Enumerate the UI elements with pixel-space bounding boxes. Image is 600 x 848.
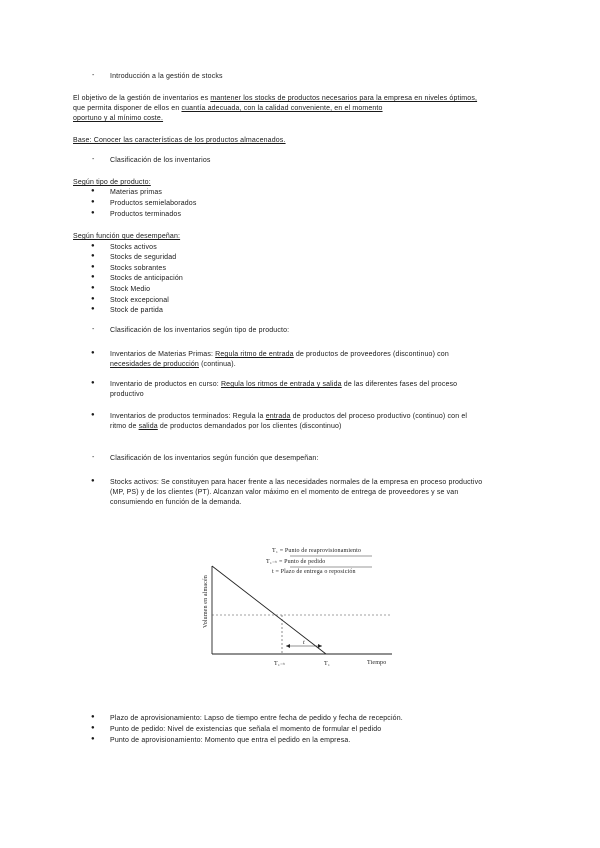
inv-underlined: necesidades de producción [110,361,199,368]
dash-marker: - [92,326,95,333]
y-axis-label: Volumen en almacén [203,575,209,628]
tick-reorder-point: T₁ [324,661,331,667]
inv-text: de las diferentes fases del proceso [341,381,458,388]
bullet-icon: ● [91,264,95,270]
stocks-activos-line-1: Stocks activos: Se constituyen para hacer frente a las necesidades normales de la empresa en proceso productivo [110,479,483,486]
inv-underlined: Regula ritmo de entrada [215,351,294,358]
legend-reorder: T₁ = Punto de reaprovisionamiento [272,548,362,554]
objective-line-3: oportuno y al mínimo coste. [73,115,164,122]
list-item: Stocks de anticipación [110,275,183,282]
bullet-icon: ● [91,736,95,742]
objective-line-1 [73,94,477,103]
list-item: Stock de partida [110,307,163,314]
inventory-diagram [200,536,410,676]
bullet-icon: ● [91,243,95,249]
definition-item: Punto de aprovisionamiento: Momento que entra el pedido en la empresa. [110,737,351,744]
objective-text: que permita disponer de ellos en [73,105,182,112]
dash-marker: - [92,454,95,461]
inv-text: de productos demandados por los clientes (discontinuo) [157,423,342,430]
definition-item: Punto de pedido: Nivel de existencias que señala el momento de formular el pedido [110,726,382,733]
inv-pt-line-2 [110,422,342,431]
bullet-icon: ● [91,199,95,205]
arrow-left-icon [286,644,290,648]
list-item: Stocks de seguridad [110,254,177,261]
x-axis-label: Tiempo [367,660,387,666]
bullet-icon: ● [91,380,95,386]
tick-order-point: T₁₋ₜ [274,661,286,667]
list-item: Materias primas [110,189,163,196]
definition-item: Plazo de aprovisionamiento: Lapso de tiempo entre fecha de pedido y fecha de recepción. [110,715,403,722]
list-item: Stocks sobrantes [110,265,167,272]
objective-line-2 [73,104,383,113]
class-function-title: Clasificación de los inventarios según función que desempeñan: [110,455,319,462]
list-item: Productos semielaborados [110,200,197,207]
class-product-title: Clasificación de los inventarios según tipo de producto: [110,327,290,334]
bullet-icon: ● [91,210,95,216]
bullet-icon: ● [91,306,95,312]
inv-underlined: salida [138,423,158,430]
bullet-icon: ● [91,188,95,194]
bullet-icon: ● [91,714,95,720]
bullet-icon: ● [91,285,95,291]
inv-curso-line-2: productivo [110,391,144,398]
list-item: Stock excepcional [110,297,169,304]
list-item: Stocks activos [110,244,157,251]
stock-depletion-line [212,566,326,654]
inv-mp-line-2 [110,360,236,369]
inv-text: Inventario de productos en curso: [110,381,221,388]
stocks-activos-line-2: (MP, PS) y de los clientes (PT). Alcanzan valor máximo en el momento de entrega de proveedores y se van [110,489,459,496]
stocks-activos-line-3: consumiendo en función de la demanda. [110,499,242,506]
bullet-icon: ● [91,274,95,280]
inv-text: ritmo de [110,423,139,430]
inv-text: Inventarios de productos terminados: Regula la [110,413,266,420]
inv-curso-line-1 [110,380,457,389]
lead-time-label: t [303,640,305,646]
bullet-icon: ● [91,350,95,356]
inv-text: de productos del proceso productivo (continuo) con el [290,413,468,420]
by-product-heading: Según tipo de producto: [73,179,151,186]
by-function-heading: Según función que desempeñan: [73,233,181,240]
legend-lead-time: t = Plazo de entrega o reposición [272,569,356,575]
objective-underlined: cuantía adecuada, con la calidad conveniente, en el momento [181,105,383,112]
bullet-icon: ● [91,296,95,302]
base-statement: Base: Conocer las características de los productos almacenados. [73,137,286,144]
inv-mp-line-1 [110,350,449,359]
inv-underlined: Regula los ritmos de entrada y salida [220,381,342,388]
objective-text: El objetivo de la gestión de inventarios es [73,95,211,102]
inv-underlined: entrada [265,413,291,420]
section-intro-title: Introducción a la gestión de stocks [110,73,223,80]
bullet-icon: ● [91,478,95,484]
inv-text: Inventarios de Materias Primas: [110,351,216,358]
bullet-icon: ● [91,725,95,731]
list-item: Stock Medio [110,286,151,293]
dash-marker: - [92,156,95,163]
inv-text: (continua). [198,361,236,368]
classification-title: Clasificación de los inventarios [110,157,211,164]
legend-order-point: T₁₋ₜ = Punto de pedido [266,559,326,565]
inv-text: de productos de proveedores (discontinuo) con [293,351,449,358]
objective-underlined: mantener los stocks de productos necesarios para la empresa en niveles óptimos, [210,95,478,102]
list-item: Productos terminados [110,211,182,218]
bullet-icon: ● [91,253,95,259]
arrow-right-icon [318,644,322,648]
inv-pt-line-1 [110,412,467,421]
dash-marker: - [92,72,95,79]
bullet-icon: ● [91,412,95,418]
